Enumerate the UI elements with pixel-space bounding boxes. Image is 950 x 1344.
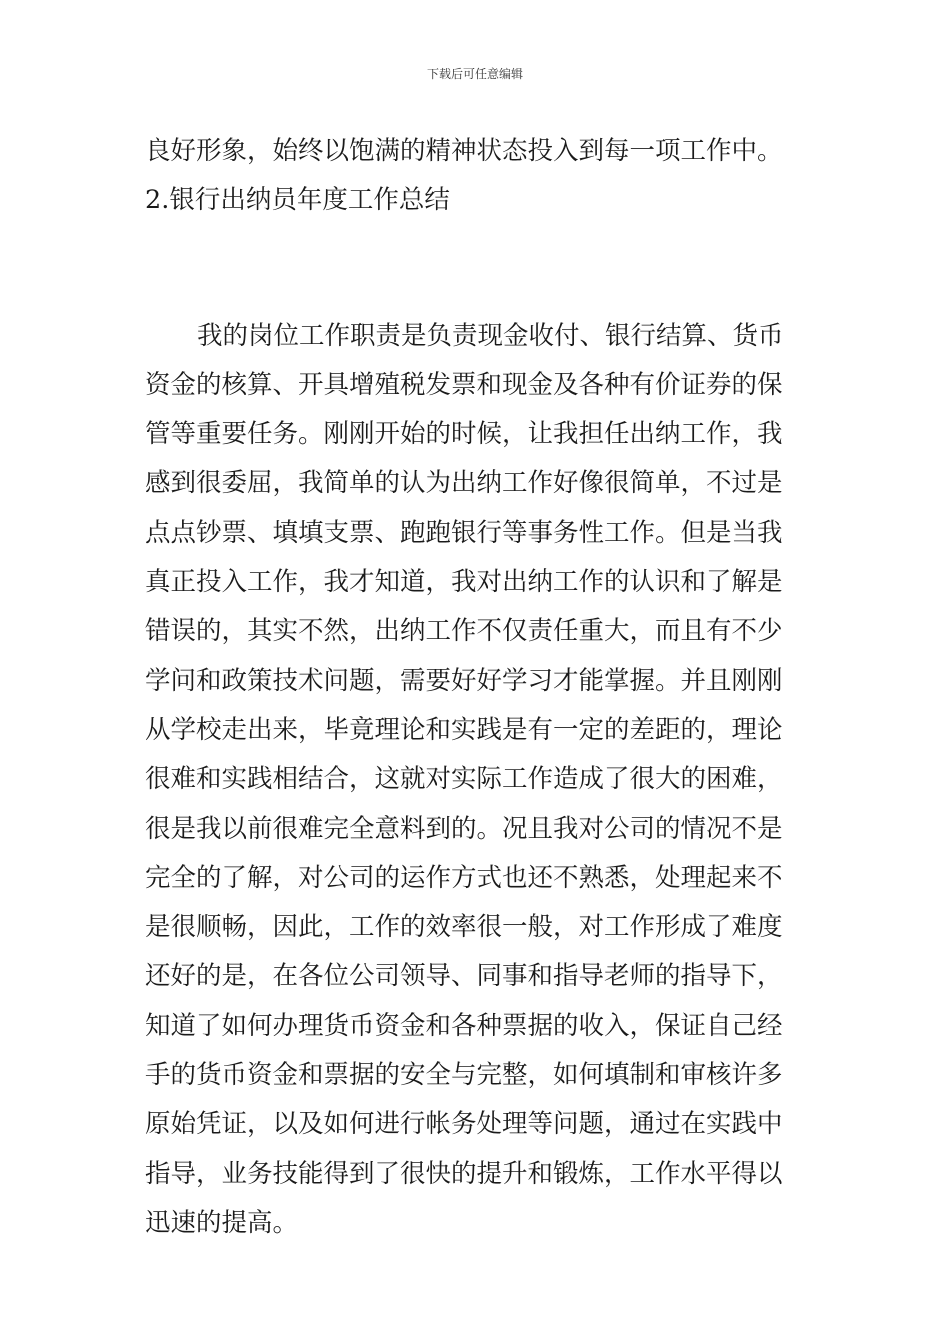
paragraph-line: 管等重要任务。刚刚开始的时候，让我担任出纳工作，我 xyxy=(145,419,783,450)
paragraph-line: 迅速的提高。 xyxy=(145,1207,299,1238)
intro-line: 良好形象，始终以饱满的精神状态投入到每一项工作中。 xyxy=(145,136,783,166)
paragraph-line: 资金的核算、开具增殖税发票和现金及各种有价证券的保 xyxy=(145,369,783,400)
page-header-note: 下载后可任意编辑 xyxy=(426,67,523,81)
paragraph-line: 真正投入工作，我才知道，我对出纳工作的认识和了解是 xyxy=(145,567,783,598)
paragraph-line: 原始凭证，以及如何进行帐务处理等问题，通过在实践中 xyxy=(145,1109,783,1140)
paragraph-gap xyxy=(145,226,807,312)
paragraph-line: 学问和政策技术问题，需要好好学习才能掌握。并且刚刚 xyxy=(145,665,783,696)
paragraph-line: 是很顺畅，因此，工作的效率很一般，对工作形成了难度 xyxy=(145,912,783,943)
paragraph-line: 知道了如何办理货币资金和各种票据的收入，保证自己经 xyxy=(145,1010,783,1041)
paragraph-line: 完全的了解，对公司的运作方式也还不熟悉，处理起来不 xyxy=(145,862,783,893)
paragraph-line: 从学校走出来，毕竟理论和实践是有一定的差距的，理论 xyxy=(145,714,783,745)
paragraph-line: 还好的是，在各位公司领导、同事和指导老师的指导下， xyxy=(145,961,783,992)
paragraph-line: 指导，业务技能得到了很快的提升和锻炼，工作水平得以 xyxy=(145,1158,783,1189)
paragraph xyxy=(145,312,807,1249)
paragraph-line: 很难和实践相结合，这就对实际工作造成了很大的困难， xyxy=(145,764,783,795)
document-body xyxy=(145,127,807,1248)
section-title: 2.银行出纳员年度工作总结 xyxy=(145,185,450,216)
paragraph-line: 很是我以前很难完全意料到的。况且我对公司的情况不是 xyxy=(145,813,783,844)
paragraph-line: 手的货币资金和票据的安全与完整，如何填制和审核许多 xyxy=(145,1060,783,1091)
paragraph-line: 错误的，其实不然，出纳工作不仅责任重大，而且有不少 xyxy=(145,616,783,647)
paragraph-line: 我的岗位工作职责是负责现金收付、银行结算、货币 xyxy=(197,320,784,351)
paragraph-line: 点点钞票、填填支票、跑跑银行等事务性工作。但是当我 xyxy=(145,517,783,548)
paragraph-line: 感到很委屈，我简单的认为出纳工作好像很简单，不过是 xyxy=(145,468,783,499)
